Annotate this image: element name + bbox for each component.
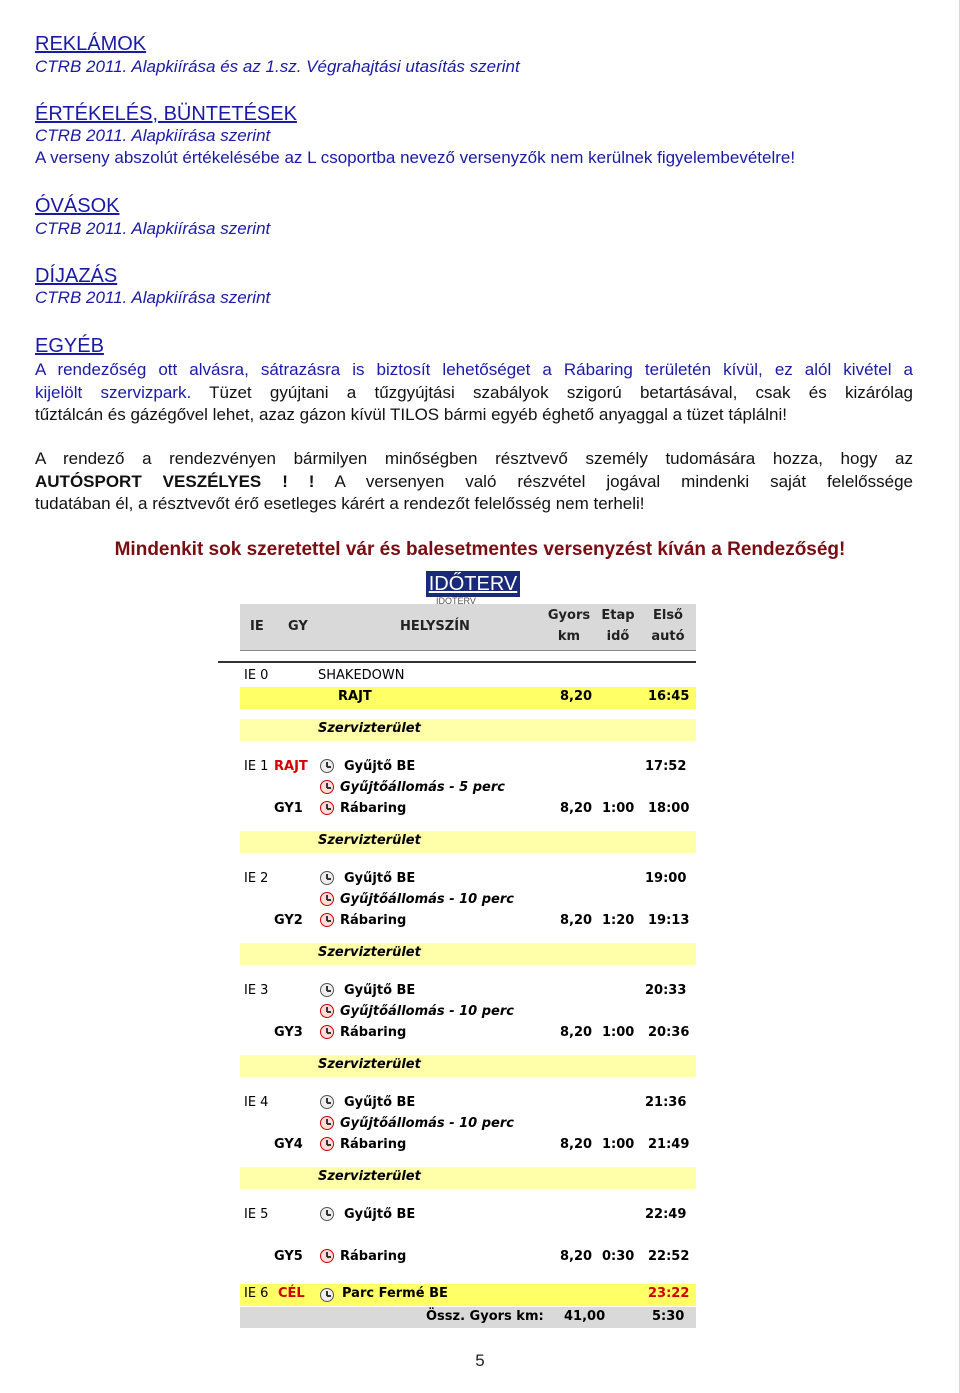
gy-etap: 0:30: [602, 1249, 635, 1264]
warning-line-1: A rendező a rendezvényen bármilyen minőségben résztvevő személy tudomására hozza, hogy az: [35, 449, 913, 468]
row-ie: [240, 981, 696, 1001]
row-ie: [240, 1205, 696, 1225]
stopwatch-icon: [320, 892, 334, 906]
stopwatch-icon: [320, 801, 334, 815]
ertekeles-note: A verseny abszolút értékelésébe az L csoportba nevező versenyzők nem kerülnek figyelembevételre!: [35, 148, 796, 167]
rabaring-label: Rábaring: [340, 801, 407, 816]
warning-line-3: tudatában él, a résztvevőt érő esetleges kárért a rendezőt felelősség nem terheli!: [35, 494, 645, 513]
heading-ovasok: ÓVÁSOK: [35, 195, 120, 217]
dijazas-ref: CTRB 2011. Alapkiírása szerint: [35, 288, 271, 307]
row-szerviz: [240, 719, 696, 741]
ie-label: IE 2: [244, 871, 269, 886]
ovasok-ref: CTRB 2011. Alapkiírása szerint: [35, 219, 271, 238]
header-auto: autó: [651, 629, 685, 644]
total-km: 41,00: [564, 1309, 606, 1324]
gyujto-be-time: 21:36: [645, 1095, 687, 1110]
row-szerviz: [240, 831, 696, 853]
gy-label: GY4: [274, 1137, 303, 1152]
ie-label: IE 3: [244, 983, 269, 998]
gyujtoallomas-label: Gyűjtőállomás - 5 perc: [340, 780, 505, 795]
gyujto-be-time: 20:33: [645, 983, 687, 998]
gyujto-be-time: 22:49: [645, 1207, 687, 1222]
row-ie: [240, 869, 696, 889]
row-gyujtoallomas: [240, 1002, 696, 1022]
stopwatch-icon: [320, 1249, 334, 1263]
row-total: [240, 1307, 696, 1328]
finish-time: 23:22: [648, 1286, 690, 1301]
gy-etap: 1:20: [602, 913, 635, 928]
shakedown-ie: IE 0: [244, 668, 269, 683]
gy-label: GY3: [274, 1025, 303, 1040]
egyeb-line-2b: Tüzet gyújtani a tűzgyújtási szabályok szigorú betartásával, csak és kizárólag: [191, 382, 913, 402]
stopwatch-icon: [320, 780, 334, 794]
total-label: Össz. Gyors km:: [426, 1309, 544, 1324]
idoterv-title: IDŐTERV: [426, 571, 520, 597]
gy-time: 20:36: [648, 1025, 690, 1040]
header-ie: IE: [250, 619, 264, 634]
gy-km: 8,20: [560, 1025, 593, 1040]
idoterv-ghost: IDŐTERV: [436, 596, 476, 604]
warning-line-2: [35, 471, 913, 494]
gyujto-be-time: 19:00: [645, 871, 687, 886]
row-gyujtoallomas: [240, 1114, 696, 1134]
finish-tag: CÉL: [278, 1286, 305, 1301]
header-etap: Etap: [601, 608, 635, 623]
row-gy: [240, 799, 696, 819]
egyeb-line-1: A rendezőség ott alvásra, sátrazásra is biztosít lehetőséget a Rábaring területén kívül, ez alól kivétel a: [35, 360, 913, 379]
gyujto-be-label: Gyűjtő BE: [344, 983, 416, 998]
gy-time: 21:49: [648, 1137, 690, 1152]
motto: Mindenkit sok szeretettel vár és balesetmentes versenyzést kíván a Rendezőség!: [114, 539, 846, 560]
gyujtoallomas-label: Gyűjtőállomás - 10 perc: [340, 1004, 514, 1019]
gyujto-be-label: Gyűjtő BE: [344, 1207, 416, 1222]
stopwatch-icon: [320, 1004, 334, 1018]
reklamok-ref: CTRB 2011. Alapkiírása és az 1.sz. Végrahajtási utasítás szerint: [35, 57, 520, 76]
gy-time: 19:13: [648, 913, 690, 928]
stopwatch-icon: [320, 913, 334, 927]
gy-label: GY5: [274, 1249, 303, 1264]
rabaring-label: Rábaring: [340, 1025, 407, 1040]
gy-km: 8,20: [560, 913, 593, 928]
row-szerviz: [240, 1055, 696, 1077]
gy-km: 8,20: [560, 801, 593, 816]
schedule-table: [218, 604, 696, 1328]
row-shakedown: [240, 666, 696, 686]
header-ido: idő: [606, 629, 630, 644]
warning-paragraph: [35, 448, 913, 516]
row-ie: [240, 1093, 696, 1113]
clock-icon: [320, 983, 334, 997]
warning-line-2-rest: A versenyen való részvétel jogával mindenki saját felelőssége: [314, 471, 914, 491]
gy-label: GY2: [274, 913, 303, 928]
ertekeles-ref: CTRB 2011. Alapkiírása szerint: [35, 126, 271, 145]
gyujtoallomas-label: Gyűjtőállomás - 10 perc: [340, 892, 514, 907]
row-rajt0: [240, 687, 696, 709]
clock-icon: [320, 1095, 334, 1109]
row-finish: [240, 1284, 696, 1306]
gy-label: GY1: [274, 801, 303, 816]
heading-reklamok: REKLÁMOK: [35, 33, 147, 55]
gy-etap: 1:00: [602, 801, 635, 816]
schedule-header: [240, 604, 696, 651]
warning-bold: AUTÓSPORT VESZÉLYES ! !: [35, 471, 315, 491]
rajt0-km: 8,20: [560, 689, 593, 704]
gy-km: 8,20: [560, 1249, 593, 1264]
gyujto-be-label: Gyűjtő BE: [344, 1095, 416, 1110]
rajt0-label: RAJT: [338, 689, 372, 704]
clock-icon: [320, 1207, 334, 1221]
rabaring-label: Rábaring: [340, 913, 407, 928]
gy-etap: 1:00: [602, 1025, 635, 1040]
row-gy: [240, 911, 696, 931]
row-szerviz: [240, 943, 696, 965]
stopwatch-icon: [320, 1025, 334, 1039]
header-helyszin: HELYSZÍN: [400, 619, 470, 634]
finish-ie: IE 6: [244, 1286, 269, 1301]
gy-time: 22:52: [648, 1249, 690, 1264]
header-km: km: [557, 629, 581, 644]
stopwatch-icon: [320, 1137, 334, 1151]
heading-egyeb: EGYÉB: [35, 335, 104, 357]
gyujto-be-label: Gyűjtő BE: [344, 759, 416, 774]
gyujto-be-label: Gyűjtő BE: [344, 871, 416, 886]
egyeb-line-3: tűztálcán és gázégővel lehet, azaz gázon kívül TILOS bármi egyéb éghető anyaggal a tüzet táplálni!: [35, 405, 787, 424]
row-gy: [240, 1023, 696, 1043]
gy-etap: 1:00: [602, 1137, 635, 1152]
heading-ertekeles: ÉRTÉKELÉS, BÜNTETÉSEK: [35, 103, 297, 125]
szerviz-label: Szervizterület: [318, 1057, 421, 1072]
total-time: 5:30: [652, 1309, 685, 1324]
szerviz-label: Szervizterület: [318, 721, 421, 736]
heading-dijazas: DÍJAZÁS: [35, 265, 118, 287]
szerviz-label: Szervizterület: [318, 1169, 421, 1184]
gy-time: 18:00: [648, 801, 690, 816]
egyeb-line-2a: kijelölt szervizpark.: [35, 382, 192, 402]
clock-icon: [320, 871, 334, 885]
rabaring-label: Rábaring: [340, 1249, 407, 1264]
row-gyujtoallomas: [240, 778, 696, 798]
finish-label: Parc Fermé BE: [342, 1286, 448, 1301]
rajt0-time: 16:45: [648, 689, 690, 704]
szerviz-label: Szervizterület: [318, 945, 421, 960]
egyeb-paragraph: [35, 359, 913, 427]
header-gyors: Gyors: [547, 608, 591, 623]
page-number: 5: [475, 1351, 485, 1370]
ie-label: IE 5: [244, 1207, 269, 1222]
header-gy: GY: [288, 619, 308, 634]
row-ie: [240, 757, 696, 777]
header-separator: [218, 661, 696, 663]
finish-clock-icon: [320, 1288, 334, 1302]
gyujto-be-time: 17:52: [645, 759, 687, 774]
clock-icon: [320, 759, 334, 773]
egyeb-line-2: [35, 382, 913, 405]
row-gy: [240, 1247, 696, 1267]
gy-km: 8,20: [560, 1137, 593, 1152]
rabaring-label: Rábaring: [340, 1137, 407, 1152]
shakedown-label: SHAKEDOWN: [318, 668, 405, 683]
ie-tag: RAJT: [274, 759, 308, 774]
row-gy: [240, 1135, 696, 1155]
stopwatch-icon: [320, 1116, 334, 1130]
ie-label: IE 4: [244, 1095, 269, 1110]
row-szerviz: [240, 1167, 696, 1189]
header-elso: Első: [652, 608, 683, 623]
gyujtoallomas-label: Gyűjtőállomás - 10 perc: [340, 1116, 514, 1131]
szerviz-label: Szervizterület: [318, 833, 421, 848]
row-gyujtoallomas: [240, 890, 696, 910]
ie-label: IE 1: [244, 759, 269, 774]
